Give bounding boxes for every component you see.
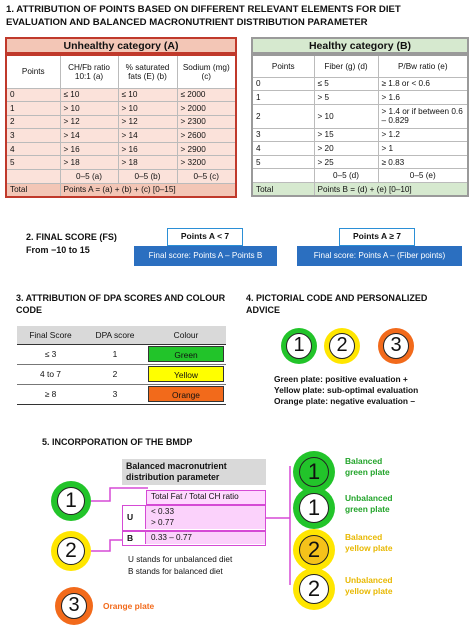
table-cell: 3 — [6, 129, 60, 143]
section3-title-line1: 3. ATTRIBUTION OF DPA SCORES AND COLOUR — [16, 293, 226, 303]
unbalanced-yellow-plate-icon — [293, 568, 335, 610]
green-swatch: Green — [148, 346, 224, 362]
balanced-row — [122, 531, 266, 546]
u-value-low: < 0.33 — [151, 507, 174, 516]
table-cell: > 5 — [314, 91, 378, 105]
plate-number: 2 — [329, 333, 355, 359]
table-cell: 0 — [6, 88, 60, 102]
balanced-yellow-label — [345, 532, 392, 554]
plate-number: 1 — [57, 487, 85, 515]
u-label: U — [127, 512, 134, 522]
label-line1: Unbalanced — [345, 575, 393, 585]
section4-title-line2: ADVICE — [246, 305, 281, 315]
condition-left: Points A < 7 — [167, 228, 243, 246]
connector-line — [91, 540, 122, 551]
label-line2: yellow plate — [345, 543, 393, 553]
table-cell: ≤ 10 — [118, 88, 177, 102]
unbalanced-row — [122, 505, 266, 531]
u-value-high: > 0.77 — [151, 518, 174, 527]
table-cell: > 2300 — [177, 115, 236, 129]
unbalanced-green-plate-icon — [293, 487, 335, 529]
note-balanced: B stands for balanced diet — [128, 567, 223, 576]
connector-line — [91, 488, 148, 501]
table-cell: ≤ 10 — [60, 88, 118, 102]
table-cell: ≥ 0.83 — [378, 155, 468, 169]
table-cell: 3 — [252, 128, 314, 142]
table-cell: > 16 — [118, 142, 177, 156]
table-cell: ≤ 2000 — [177, 88, 236, 102]
plate-number: 1 — [299, 493, 329, 523]
table-cell: 0–5 (c) — [177, 170, 236, 184]
b-label: B — [127, 533, 134, 543]
label-line2: green plate — [345, 467, 390, 477]
column-header: Colour — [146, 326, 226, 344]
plate-number: 2 — [299, 574, 329, 604]
table-cell: > 18 — [118, 156, 177, 170]
table-cell: 0–5 (b) — [118, 170, 177, 184]
final-score-cell: ≥ 8 — [17, 384, 84, 404]
table-cell: > 3200 — [177, 156, 236, 170]
section2-subtitle: From −10 to 15 — [26, 245, 90, 255]
section1-title-line2: EVALUATION AND BALANCED MACRONUTRIENT DISTRIBUTION PARAMETER — [6, 16, 368, 28]
yellow-swatch: Yellow — [148, 366, 224, 382]
balanced-yellow-plate-icon — [293, 529, 335, 571]
table-cell: > 2000 — [177, 102, 236, 116]
table-cell: 2 — [252, 104, 314, 128]
condition-right: Points A ≥ 7 — [339, 228, 415, 246]
unbalanced-yellow-label — [345, 575, 392, 597]
bmdp-box — [122, 459, 266, 485]
balanced-green-label — [345, 456, 390, 478]
label-line1: Balanced — [345, 532, 383, 542]
label-line1: Unbalanced — [345, 493, 393, 503]
table-cell: 1 — [6, 102, 60, 116]
plate-number: 3 — [383, 333, 409, 359]
column-header: Final Score — [17, 326, 84, 344]
column-header: Fiber (g) (d) — [314, 55, 378, 77]
note-unbalanced: U stands for unbalanced diet — [128, 555, 233, 564]
formula-left: Final score: Points A – Points B — [134, 246, 277, 266]
table-cell: ≥ 1.8 or < 0.6 — [378, 77, 468, 91]
orange-swatch: Orange — [148, 386, 224, 402]
table-cell: > 12 — [60, 115, 118, 129]
column-header: CH/Fb ratio 10:1 (a) — [60, 55, 118, 88]
table-cell: > 1.6 — [378, 91, 468, 105]
dpa-score-cell: 2 — [84, 364, 146, 384]
table-cell: > 15 — [314, 128, 378, 142]
table-cell: > 16 — [60, 142, 118, 156]
plate-number: 1 — [286, 333, 312, 359]
table-cell: > 25 — [314, 155, 378, 169]
table-cell: 1 — [252, 91, 314, 105]
bmdp-title-line1: Balanced macronutrient — [126, 461, 227, 471]
advice-yellow: Yellow plate: sub-optimal evaluation — [274, 385, 419, 395]
advice-green: Green plate: positive evaluation + — [274, 374, 408, 384]
total-value: Points B = (d) + (e) [0–10] — [314, 183, 468, 197]
ratio-header: Total Fat / Total CH ratio — [146, 490, 266, 505]
plate-number: 1 — [299, 457, 329, 487]
column-header: Sodium (mg) (c) — [177, 55, 236, 88]
table-cell: > 20 — [314, 142, 378, 156]
column-header: DPA score — [84, 326, 146, 344]
unhealthy-table-title: Unhealthy category (A) — [5, 37, 237, 54]
table-cell: 0–5 (d) — [314, 169, 378, 183]
table-cell: > 10 — [314, 104, 378, 128]
section2-title: 2. FINAL SCORE (FS) — [26, 232, 117, 242]
table-cell: > 12 — [118, 115, 177, 129]
table-cell: 5 — [6, 156, 60, 170]
orange-plate-label: Orange plate — [103, 601, 155, 611]
column-header: Points — [6, 55, 60, 88]
column-header: P/Bw ratio (e) — [378, 55, 468, 77]
plate-number: 2 — [299, 535, 329, 565]
table-cell: 4 — [252, 142, 314, 156]
unbalanced-green-label — [345, 493, 392, 515]
section1-title-line1: 1. ATTRIBUTION OF POINTS BASED ON DIFFERENT RELEVANT ELEMENTS FOR DIET — [6, 4, 401, 15]
formula-right: Final score: Points A – (Fiber points) — [297, 246, 462, 266]
table-cell: ≤ 5 — [314, 77, 378, 91]
final-score-cell: 4 to 7 — [17, 364, 84, 384]
table-cell: > 18 — [60, 156, 118, 170]
u-values — [145, 506, 265, 529]
section3-title-line2: CODE — [16, 305, 43, 315]
final-score-cell: ≤ 3 — [17, 344, 84, 364]
column-header: Points — [252, 55, 314, 77]
table-cell: > 1.4 or if between 0.6 – 0.829 — [378, 104, 468, 128]
total-label: Total — [6, 183, 60, 197]
healthy-table-title: Healthy category (B) — [251, 37, 469, 54]
dpa-score-cell: 3 — [84, 384, 146, 404]
table-cell: > 1.2 — [378, 128, 468, 142]
column-header: % saturated fats (E) (b) — [118, 55, 177, 88]
table-cell: > 2900 — [177, 142, 236, 156]
label-line2: yellow plate — [345, 586, 393, 596]
bmdp-notes — [128, 554, 232, 578]
table-cell: > 14 — [60, 129, 118, 143]
table-cell: > 14 — [118, 129, 177, 143]
bmdp-title-line2: distribution parameter — [126, 472, 220, 482]
table-cell: > 10 — [118, 102, 177, 116]
plate-number: 2 — [57, 537, 85, 565]
section5-title: 5. INCORPORATION OF THE BMDP — [42, 437, 193, 447]
plate-number: 3 — [61, 593, 87, 619]
dpa-score-cell: 1 — [84, 344, 146, 364]
b-value: 0.33 – 0.77 — [145, 532, 265, 544]
table-cell: > 10 — [60, 102, 118, 116]
table-cell: 0–5 (a) — [60, 170, 118, 184]
table-cell: 5 — [252, 155, 314, 169]
table-cell: > 1 — [378, 142, 468, 156]
table-cell: 0–5 (e) — [378, 169, 468, 183]
bmdp-title — [122, 459, 266, 485]
total-label: Total — [252, 183, 314, 197]
advice-orange: Orange plate: negative evaluation – — [274, 396, 416, 406]
total-value: Points A = (a) + (b) + (c) [0–15] — [60, 183, 236, 197]
table-cell: > 2600 — [177, 129, 236, 143]
table-cell: 0 — [252, 77, 314, 91]
table-cell: 4 — [6, 142, 60, 156]
label-line1: Balanced — [345, 456, 383, 466]
table-cell: 2 — [6, 115, 60, 129]
label-line2: green plate — [345, 504, 390, 514]
section4-title-line1: 4. PICTORIAL CODE AND PERSONALIZED — [246, 293, 428, 303]
